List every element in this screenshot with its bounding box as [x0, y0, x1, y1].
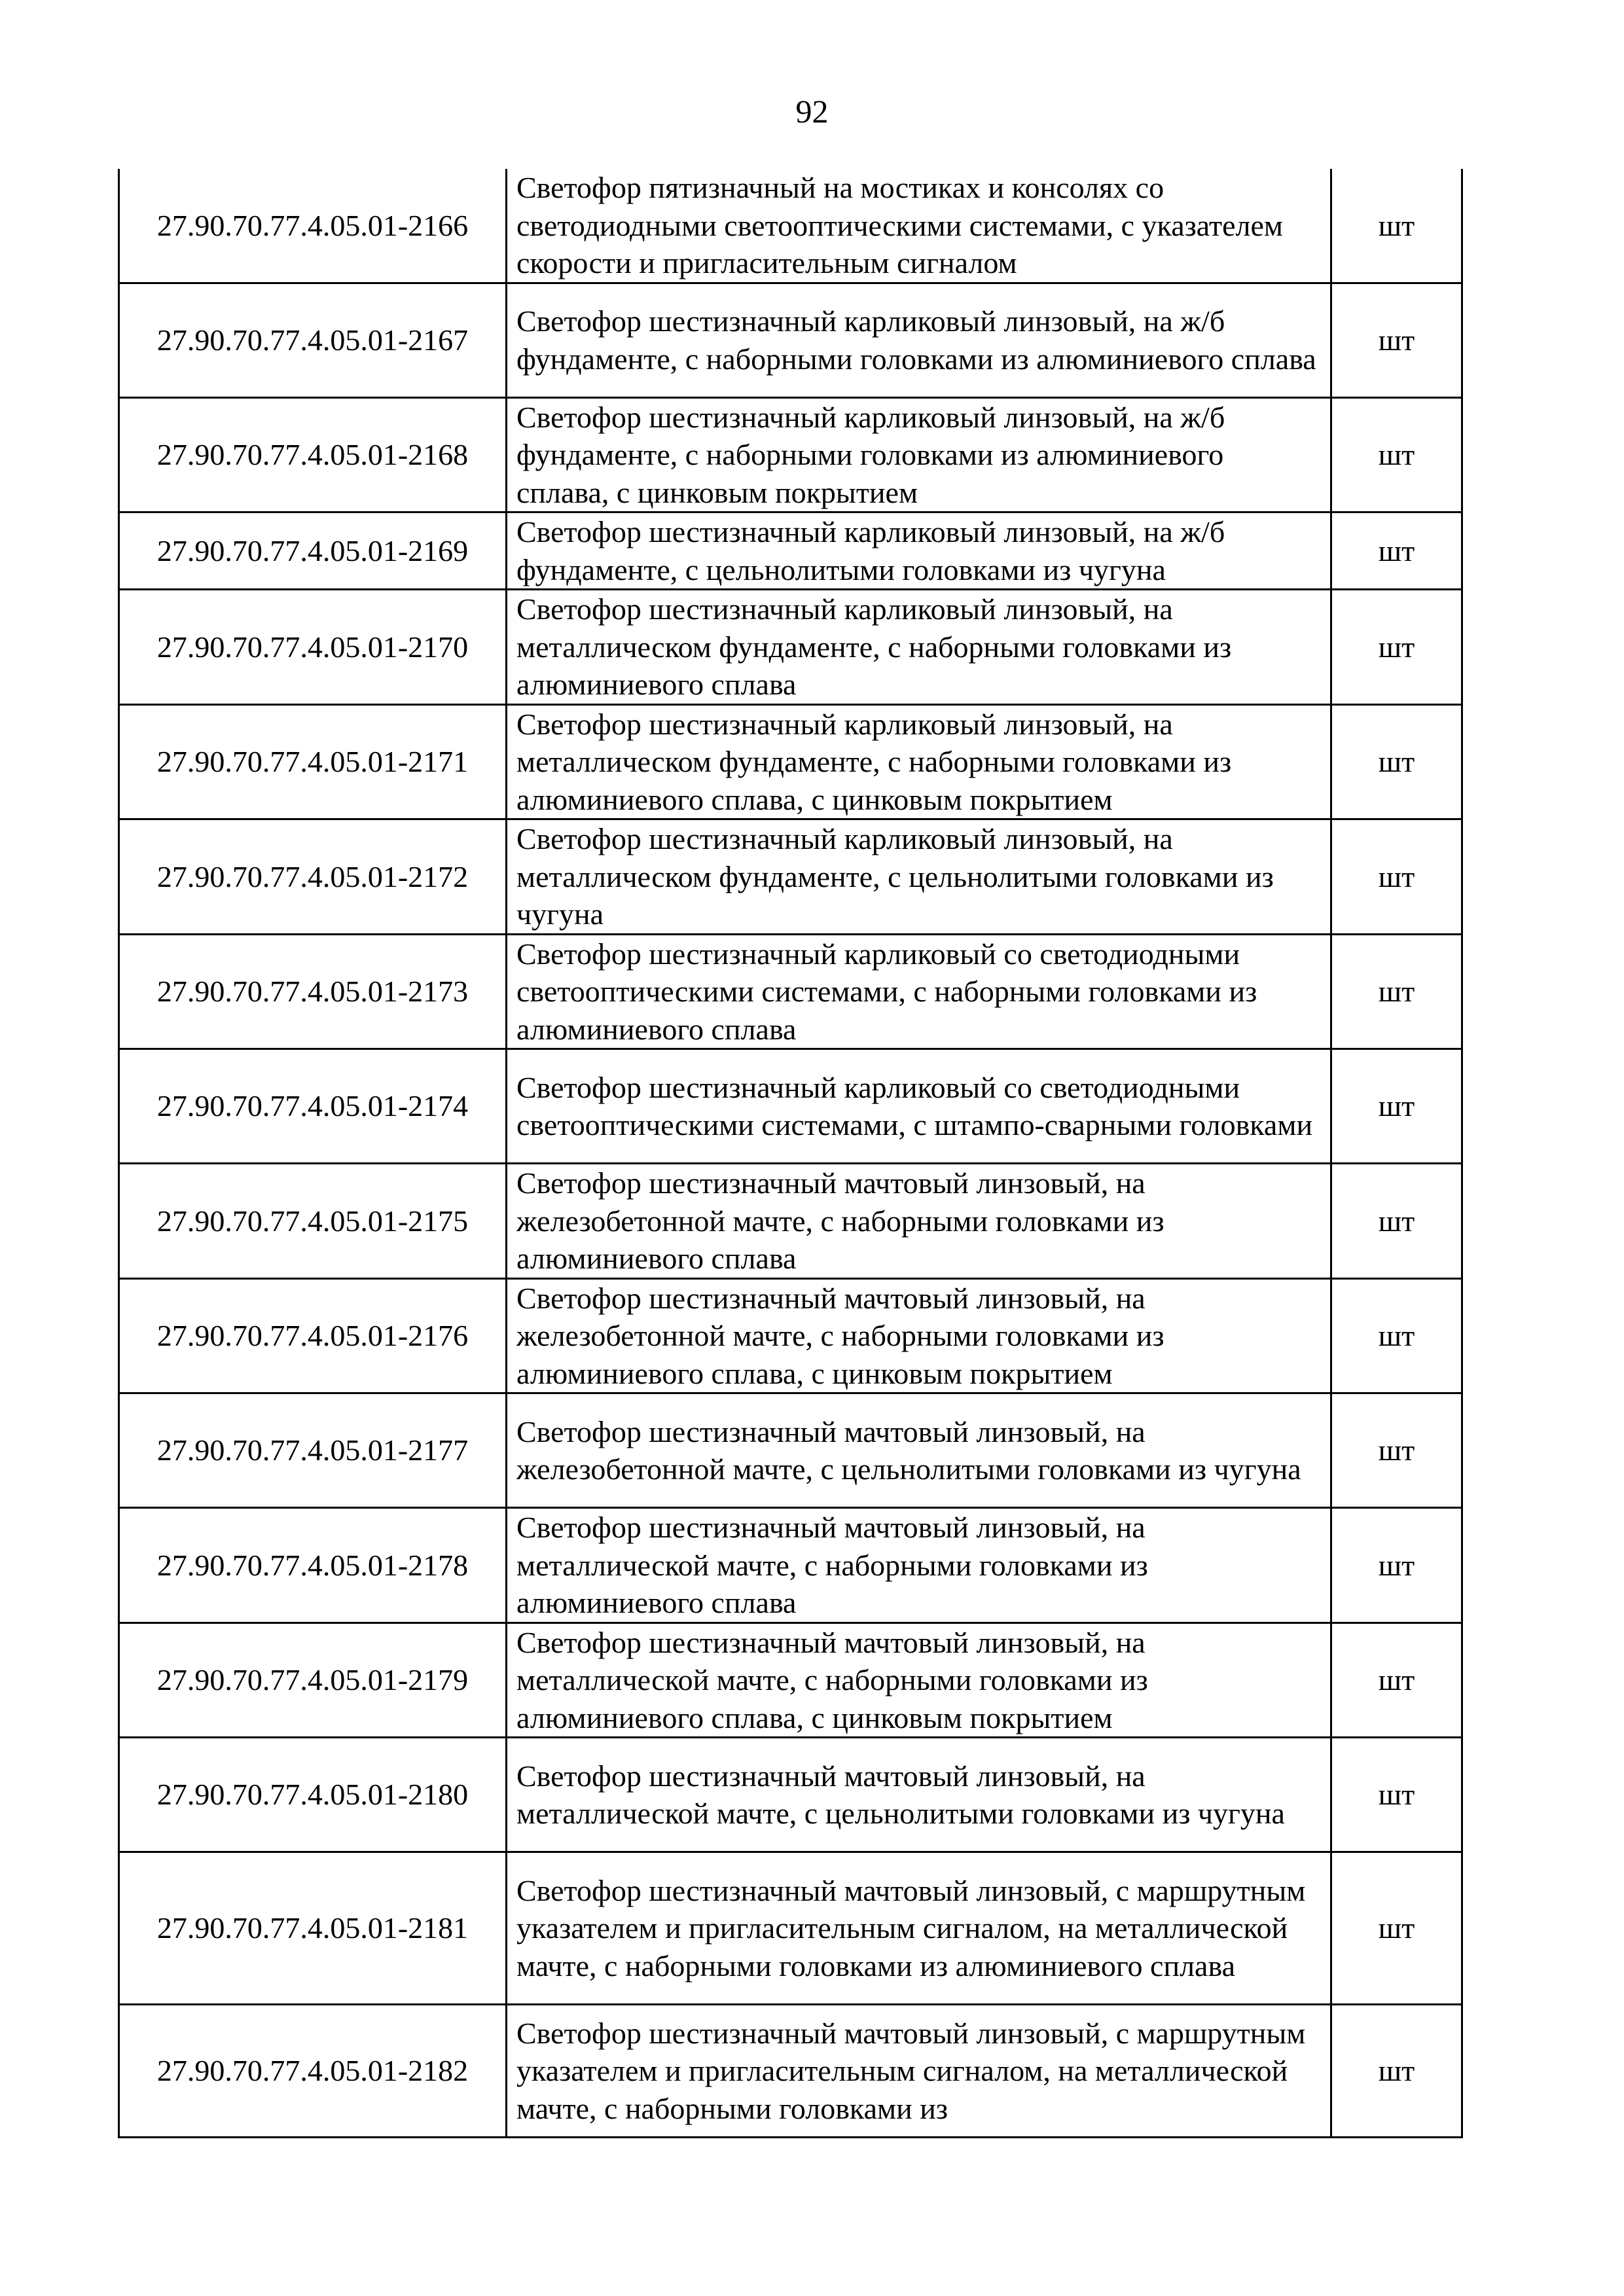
item-description: Светофор шестизначный мачтовый линзовый, на металлической мачте, с цельнолитыми головками из чугуна: [507, 1738, 1331, 1852]
item-code: 27.90.70.77.4.05.01-2166: [119, 169, 507, 283]
item-code: 27.90.70.77.4.05.01-2177: [119, 1393, 507, 1508]
item-unit: шт: [1331, 1852, 1462, 2005]
item-description: Светофор шестизначный мачтовый линзовый, с маршрутным указателем и пригласительным сигналом, на металлической мачте, с наборными головками из алюминиевого сплава: [507, 1852, 1331, 2005]
item-unit: шт: [1331, 590, 1462, 705]
table-row: [119, 819, 1462, 935]
item-unit: шт: [1331, 2005, 1462, 2138]
item-unit: шт: [1331, 512, 1462, 590]
item-unit: шт: [1331, 704, 1462, 819]
item-unit: шт: [1331, 819, 1462, 935]
table-row: [119, 704, 1462, 819]
item-code: 27.90.70.77.4.05.01-2168: [119, 397, 507, 512]
item-description: Светофор шестизначный карликовый линзовый, на металлическом фундаменте, с цельнолитыми головками из чугуна: [507, 819, 1331, 935]
items-table: [118, 169, 1463, 2138]
item-code: 27.90.70.77.4.05.01-2167: [119, 283, 507, 397]
table-row: [119, 2005, 1462, 2138]
item-description: Светофор шестизначный карликовый линзовый, на ж/б фундаменте, с наборными головками из алюминиевого сплава, с цинковым покрытием: [507, 397, 1331, 512]
item-code: 27.90.70.77.4.05.01-2174: [119, 1049, 507, 1164]
item-unit: шт: [1331, 934, 1462, 1049]
item-description: Светофор шестизначный мачтовый линзовый, на металлической мачте, с наборными головками из алюминиевого сплава: [507, 1508, 1331, 1623]
table-row: [119, 1738, 1462, 1852]
item-unit: шт: [1331, 1278, 1462, 1393]
item-unit: шт: [1331, 1164, 1462, 1279]
item-code: 27.90.70.77.4.05.01-2172: [119, 819, 507, 935]
table-row: [119, 590, 1462, 705]
item-code: 27.90.70.77.4.05.01-2170: [119, 590, 507, 705]
item-description: Светофор шестизначный карликовый линзовый, на ж/б фундаменте, с наборными головками из алюминиевого сплава: [507, 283, 1331, 397]
item-description: Светофор шестизначный карликовый линзовый, на ж/б фундаменте, с цельнолитыми головками из чугуна: [507, 512, 1331, 590]
item-description: Светофор шестизначный карликовый со светодиодными светооптическими системами, с штампо-сварными головками: [507, 1049, 1331, 1164]
item-code: 27.90.70.77.4.05.01-2181: [119, 1852, 507, 2005]
table-row: [119, 283, 1462, 397]
item-code: 27.90.70.77.4.05.01-2182: [119, 2005, 507, 2138]
table-row: [119, 1623, 1462, 1738]
table-row: [119, 934, 1462, 1049]
item-description: Светофор шестизначный карликовый линзовый, на металлическом фундаменте, с наборными головками из алюминиевого сплава: [507, 590, 1331, 705]
table-row: [119, 1278, 1462, 1393]
item-code: 27.90.70.77.4.05.01-2175: [119, 1164, 507, 1279]
table-row: [119, 169, 1462, 283]
item-code: 27.90.70.77.4.05.01-2176: [119, 1278, 507, 1393]
table-row: [119, 397, 1462, 512]
item-description: Светофор шестизначный карликовый линзовый, на металлическом фундаменте, с наборными головками из алюминиевого сплава, с цинковым покрытием: [507, 704, 1331, 819]
item-description: Светофор шестизначный мачтовый линзовый, на железобетонной мачте, с наборными головками из алюминиевого сплава, с цинковым покрытием: [507, 1278, 1331, 1393]
item-code: 27.90.70.77.4.05.01-2180: [119, 1738, 507, 1852]
item-description: Светофор шестизначный мачтовый линзовый, на железобетонной мачте, с наборными головками из алюминиевого сплава: [507, 1164, 1331, 1279]
item-code: 27.90.70.77.4.05.01-2179: [119, 1623, 507, 1738]
table-row: [119, 1049, 1462, 1164]
item-unit: шт: [1331, 397, 1462, 512]
item-code: 27.90.70.77.4.05.01-2173: [119, 934, 507, 1049]
item-description: Светофор шестизначный мачтовый линзовый, на металлической мачте, с наборными головками из алюминиевого сплава, с цинковым покрытием: [507, 1623, 1331, 1738]
item-unit: шт: [1331, 1049, 1462, 1164]
table-row: [119, 1164, 1462, 1279]
item-unit: шт: [1331, 1738, 1462, 1852]
item-unit: шт: [1331, 169, 1462, 283]
item-description: Светофор шестизначный карликовый со светодиодными светооптическими системами, с наборными головками из алюминиевого сплава: [507, 934, 1331, 1049]
item-unit: шт: [1331, 283, 1462, 397]
item-code: 27.90.70.77.4.05.01-2171: [119, 704, 507, 819]
table-row: [119, 1508, 1462, 1623]
item-code: 27.90.70.77.4.05.01-2169: [119, 512, 507, 590]
table-row: [119, 1852, 1462, 2005]
table-row: [119, 1393, 1462, 1508]
table-row: [119, 512, 1462, 590]
item-unit: шт: [1331, 1508, 1462, 1623]
item-description: Светофор шестизначный мачтовый линзовый, с маршрутным указателем и пригласительным сигналом, на металлической мачте, с наборными головками из: [507, 2005, 1331, 2138]
page-number: 92: [795, 93, 829, 130]
item-code: 27.90.70.77.4.05.01-2178: [119, 1508, 507, 1623]
item-unit: шт: [1331, 1393, 1462, 1508]
item-description: Светофор пятизначный на мостиках и консолях со светодиодными светооптическими системами, с указателем скорости и пригласительным сигналом: [507, 169, 1331, 283]
item-unit: шт: [1331, 1623, 1462, 1738]
item-description: Светофор шестизначный мачтовый линзовый, на железобетонной мачте, с цельнолитыми головками из чугуна: [507, 1393, 1331, 1508]
